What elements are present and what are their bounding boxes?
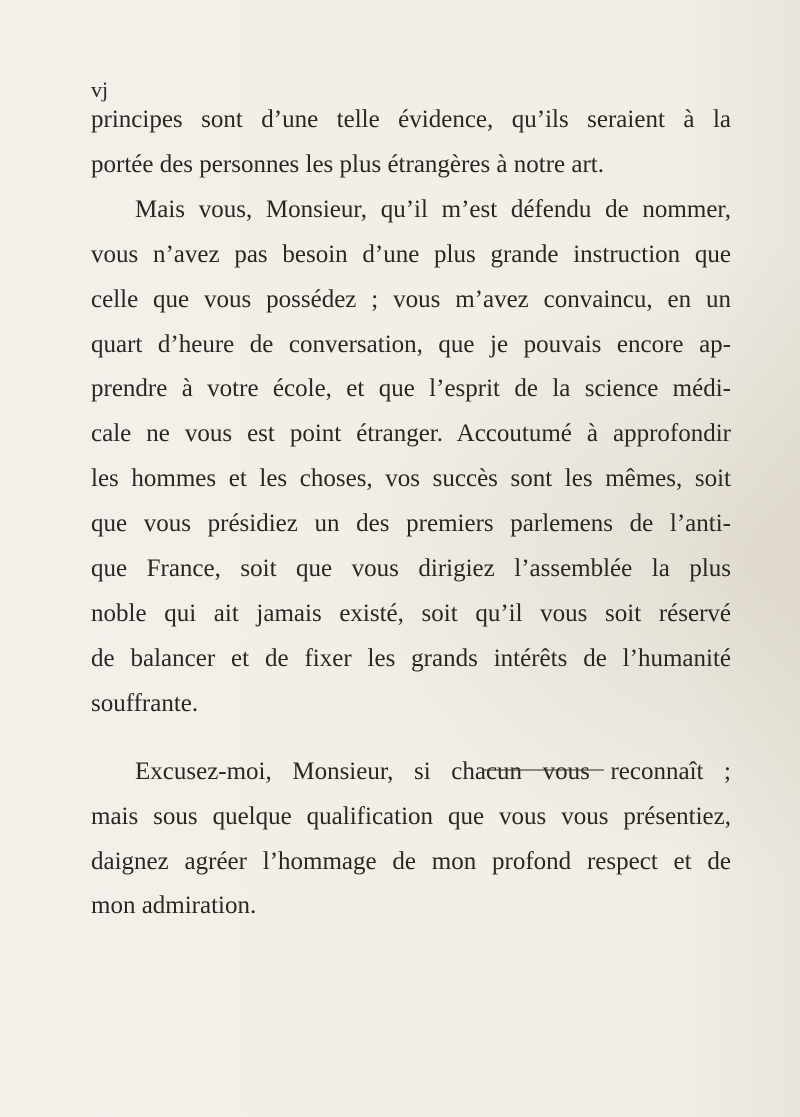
text-line: quart d’heure de conversation, que je pouvais encore ap- (91, 330, 731, 358)
paragraph-1 (91, 98, 731, 188)
text-line: les hommes et les choses, vos succès sont les mêmes, soit (91, 465, 731, 493)
text-line: portée des personnes les plus étrangères à notre art. (91, 150, 605, 178)
text-line: noble qui ait jamais existé, soit qu’il vous soit réservé (91, 599, 731, 627)
text-line: que vous présidiez un des premiers parlemens de l’anti- (91, 510, 731, 538)
text-line: que France, soit que vous dirigiez l’assemblée la plus (91, 555, 731, 583)
text-line: principes sont d’une telle évidence, qu’ils seraient à la (91, 106, 731, 133)
text-line: prendre à votre école, et que l’esprit de la science médi- (91, 375, 731, 403)
text-line: vous n’avez pas besoin d’une plus grande instruction que (91, 240, 731, 268)
paragraph-gap (91, 727, 731, 750)
text-line: celle que vous possédez ; vous m’avez convaincu, en un (91, 285, 731, 313)
text-line: Mais vous, Monsieur, qu’il m’est défendu de nommer, (135, 195, 731, 223)
body-text (91, 98, 731, 929)
text-line: souffrante. (91, 689, 199, 717)
page-number: vj (91, 77, 109, 102)
text-line: mais sous quelque qualification que vous vous présentiez, (91, 802, 731, 830)
text-line: mon admiration. (91, 892, 257, 920)
text-line: cale ne vous est point étranger. Accoutumé à approfondir (91, 420, 731, 448)
page-rule (484, 769, 604, 771)
paragraph-2 (91, 188, 731, 727)
paragraph-3 (91, 750, 731, 930)
text-line: Excusez-moi, Monsieur, si chacun vous reconnaît ; (135, 757, 731, 785)
text-line: de balancer et de fixer les grands intérêts de l’humanité (91, 644, 731, 672)
text-line: daignez agréer l’hommage de mon profond respect et de (91, 847, 731, 875)
